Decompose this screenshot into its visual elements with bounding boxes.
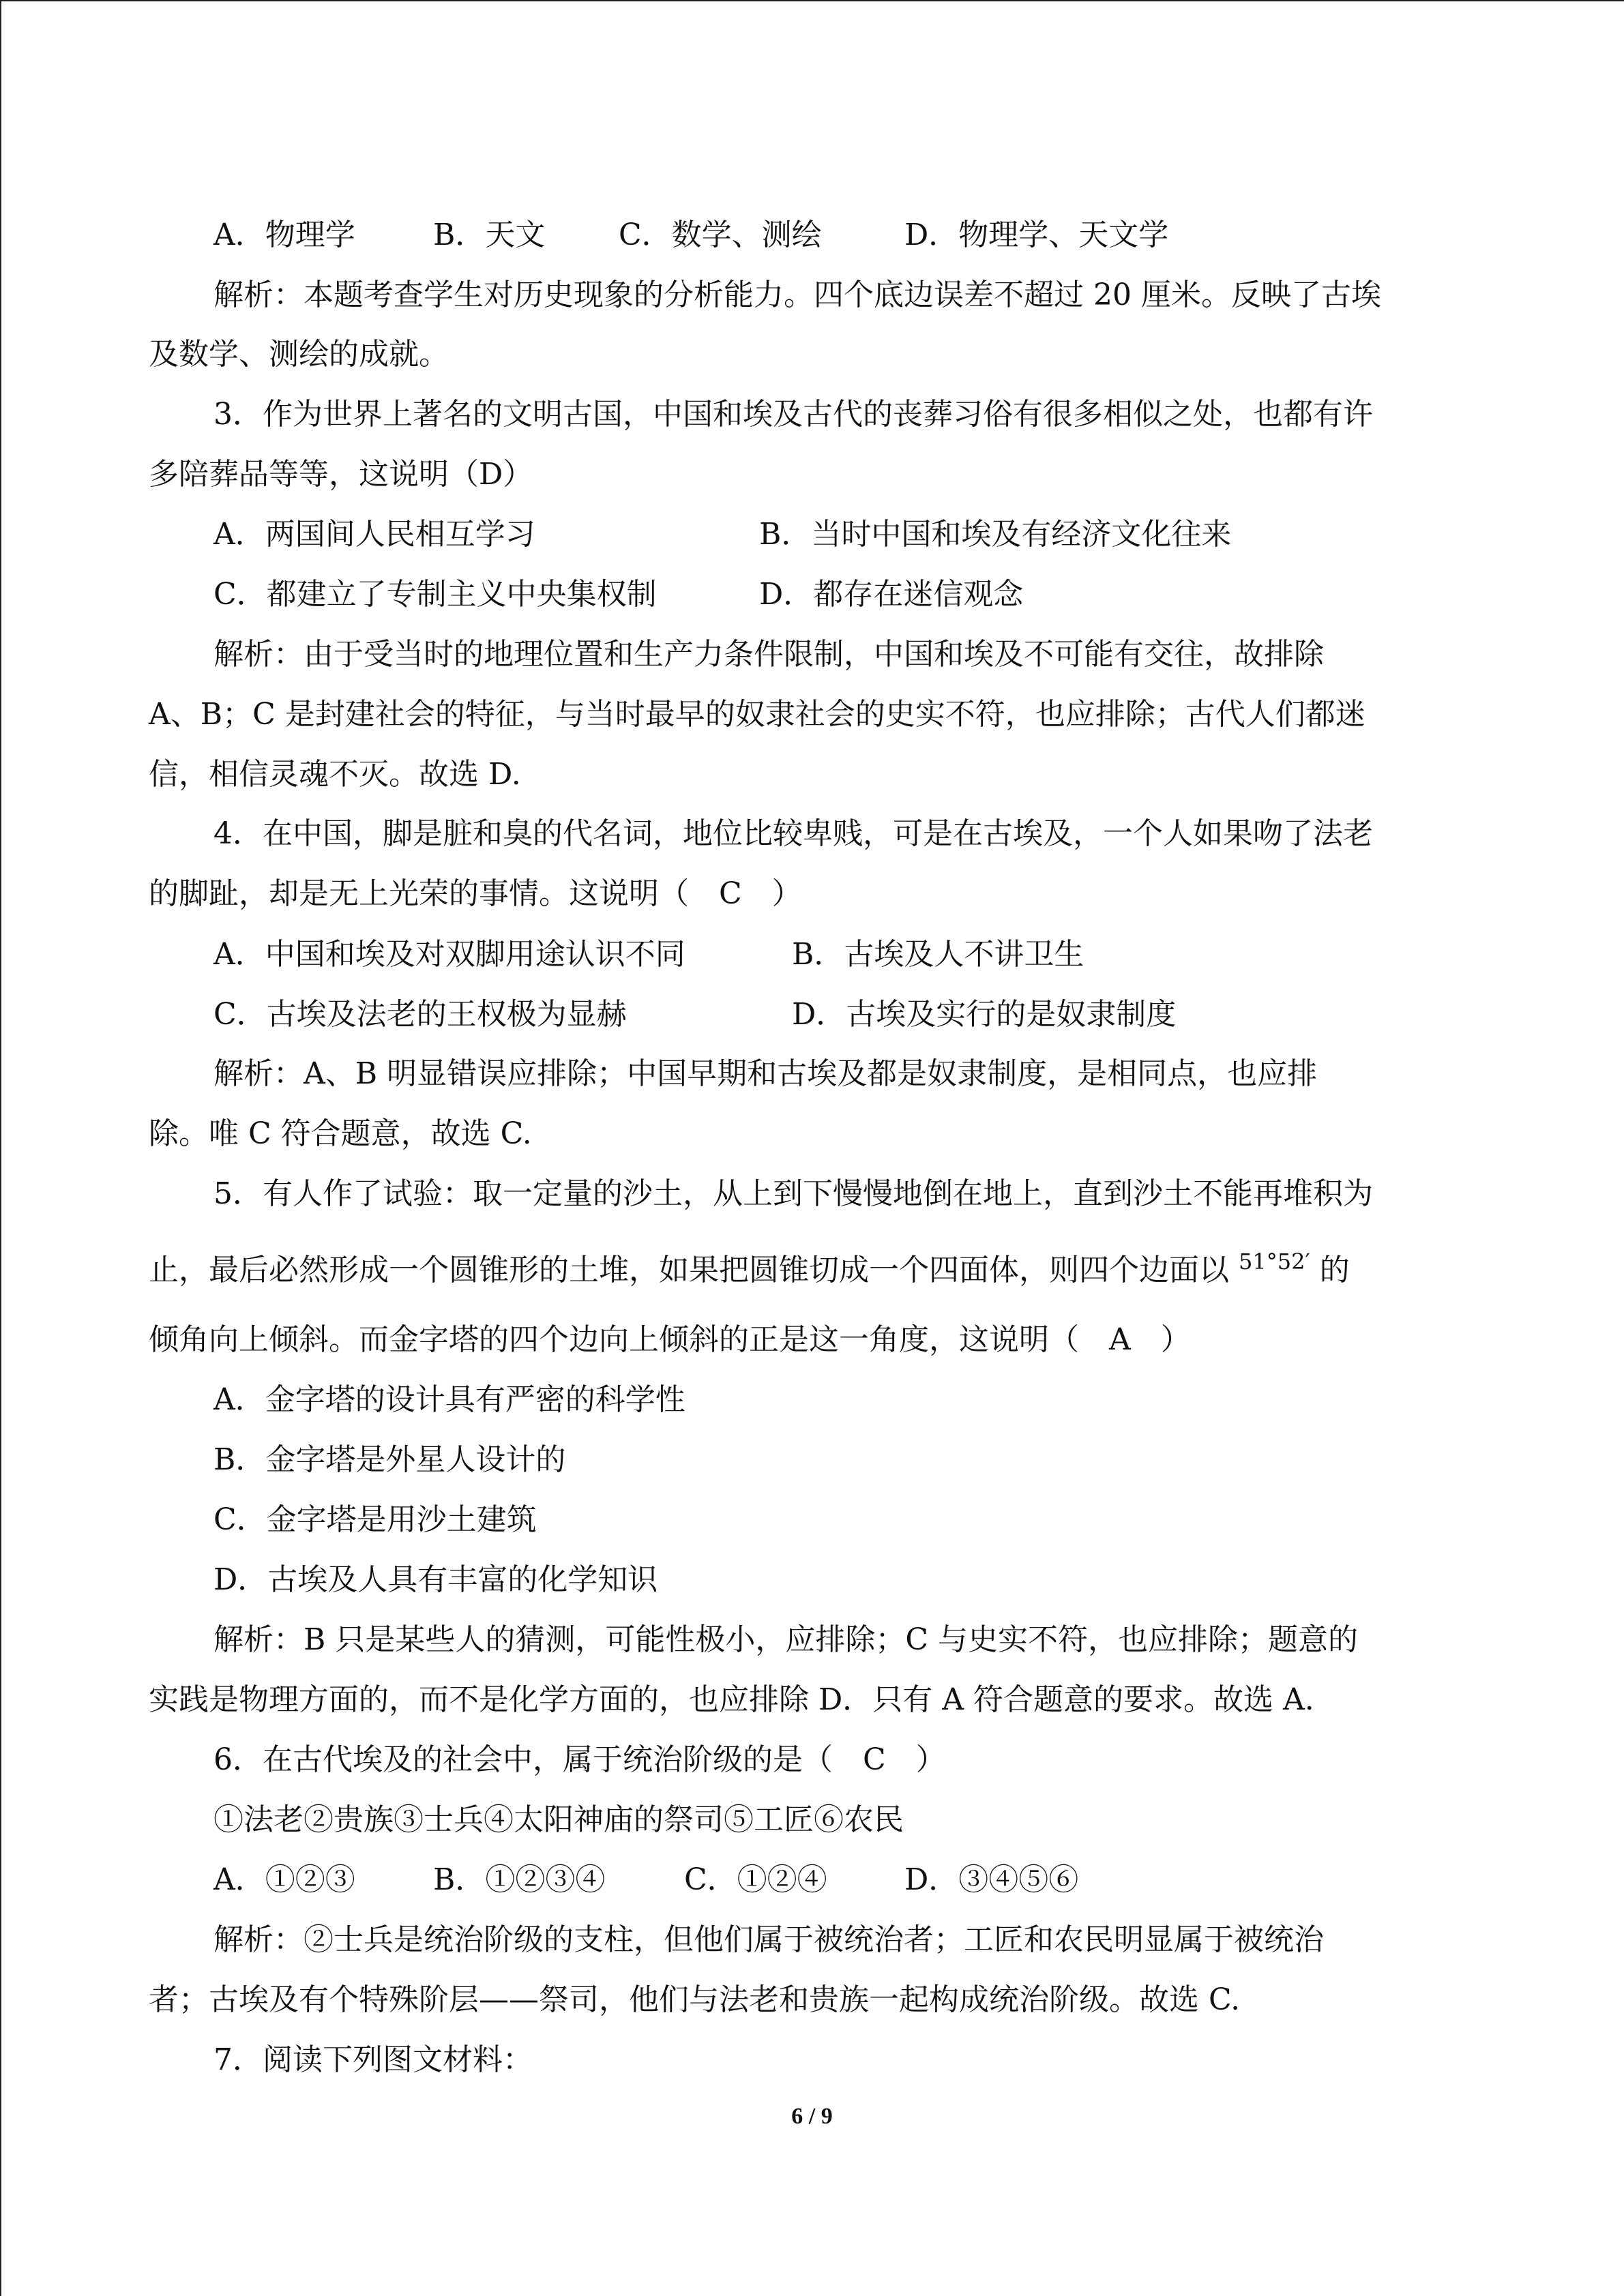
q6-option-a: A．①②③ xyxy=(213,1862,355,1897)
q6-option-b: B．①②③④ xyxy=(433,1862,606,1897)
q3-option-b: B．当时中国和埃及有经济文化往来 xyxy=(759,517,1232,552)
q5-stem-line3: 倾角向上倾斜。而金字塔的四个边向上倾斜的正是这一角度，这说明（ A ） xyxy=(149,1322,1191,1357)
q3-option-d: D．都存在迷信观念 xyxy=(759,577,1024,612)
q4-stem-line1: 4．在中国，脚是脏和臭的代名词，地位比较卑贱，可是在古埃及，一个人如果吻了法老 xyxy=(213,816,1373,851)
q4-option-c: C．古埃及法老的王权极为显赫 xyxy=(213,997,627,1032)
q5-stem-line2 xyxy=(149,1242,1350,1289)
q6-analysis-line2: 者；古埃及有个特殊阶层——祭司，他们与法老和贵族一起构成统治阶级。故选 C. xyxy=(149,1982,1241,2017)
q4-analysis-line2: 除。唯 C 符合题意，故选 C. xyxy=(149,1116,532,1151)
q5-analysis-line1: 解析：B 只是某些人的猜测，可能性极小，应排除；C 与史实不符，也应排除；题意的 xyxy=(213,1622,1358,1657)
q4-analysis-line1: 解析：A、B 明显错误应排除；中国早期和古埃及都是奴隶制度，是相同点，也应排 xyxy=(213,1056,1318,1091)
q5-stem-line2-before: 止，最后必然形成一个圆锥形的土堆，如果把圆锥切成一个四面体，则四个边面以 xyxy=(149,1253,1229,1287)
q5-stem-line1: 5．有人作了试验：取一定量的沙土，从上到下慢慢地倒在地上，直到沙土不能再堆积为 xyxy=(213,1176,1373,1211)
q4-option-d: D．古埃及实行的是奴隶制度 xyxy=(792,997,1177,1032)
q2-option-b: B．天文 xyxy=(433,218,546,252)
q3-option-a: A．两国间人民相互学习 xyxy=(213,517,535,552)
page-number: 6 / 9 xyxy=(791,2104,833,2129)
q3-option-c: C．都建立了专制主义中央集权制 xyxy=(213,577,657,612)
q5-angle-value: 51°52′ xyxy=(1239,1249,1310,1274)
q4-stem-line2: 的脚趾，却是无上光荣的事情。这说明（ C ） xyxy=(149,876,802,911)
q5-option-b: B．金字塔是外星人设计的 xyxy=(213,1442,566,1477)
q6-option-c: C．①②④ xyxy=(684,1862,827,1897)
q3-stem-line2: 多陪葬品等等，这说明（D） xyxy=(149,457,533,492)
q2-analysis-line1: 解析：本题考查学生对历史现象的分析能力。四个底边误差不超过 20 厘米。反映了古埃 xyxy=(213,278,1381,312)
q5-option-a: A．金字塔的设计具有严密的科学性 xyxy=(213,1382,685,1417)
q4-option-a: A．中国和埃及对双脚用途认识不同 xyxy=(213,937,685,972)
q3-analysis-line2: A、B；C 是封建社会的特征，与当时最早的奴隶社会的史实不符，也应排除；古代人们都迷 xyxy=(149,697,1365,732)
q2-option-d: D．物理学、天文学 xyxy=(904,218,1169,252)
q2-option-a: A．物理学 xyxy=(213,218,355,252)
q2-analysis-line2: 及数学、测绘的成就。 xyxy=(149,337,449,372)
q5-stem-line2-after: 的 xyxy=(1319,1253,1350,1287)
q5-angle xyxy=(1239,1249,1310,1287)
q3-stem-line1: 3．作为世界上著名的文明古国，中国和埃及古代的丧葬习俗有很多相似之处，也都有许 xyxy=(213,397,1373,432)
q6-analysis-line1: 解析：②士兵是统治阶级的支柱，但他们属于被统治者；工匠和农民明显属于被统治 xyxy=(213,1922,1324,1957)
q6-option-d: D．③④⑤⑥ xyxy=(904,1862,1079,1897)
q4-option-b: B．古埃及人不讲卫生 xyxy=(792,937,1084,972)
q6-items: ①法老②贵族③士兵④太阳神庙的祭司⑤工匠⑥农民 xyxy=(213,1802,904,1837)
q5-analysis-line2: 实践是物理方面的，而不是化学方面的，也应排除 D．只有 A 符合题意的要求。故选 A. xyxy=(149,1682,1314,1717)
q5-option-d: D．古埃及人具有丰富的化学知识 xyxy=(213,1562,658,1597)
q3-analysis-line1: 解析：由于受当时的地理位置和生产力条件限制，中国和埃及不可能有交往，故排除 xyxy=(213,637,1324,672)
q3-analysis-line3: 信，相信灵魂不灭。故选 D. xyxy=(149,757,521,792)
q5-option-c: C．金字塔是用沙土建筑 xyxy=(213,1502,537,1537)
q7-stem: 7．阅读下列图文材料： xyxy=(213,2042,533,2077)
q6-stem: 6．在古代埃及的社会中，属于统治阶级的是（ C ） xyxy=(213,1742,946,1777)
q2-option-c: C．数学、测绘 xyxy=(619,218,822,252)
